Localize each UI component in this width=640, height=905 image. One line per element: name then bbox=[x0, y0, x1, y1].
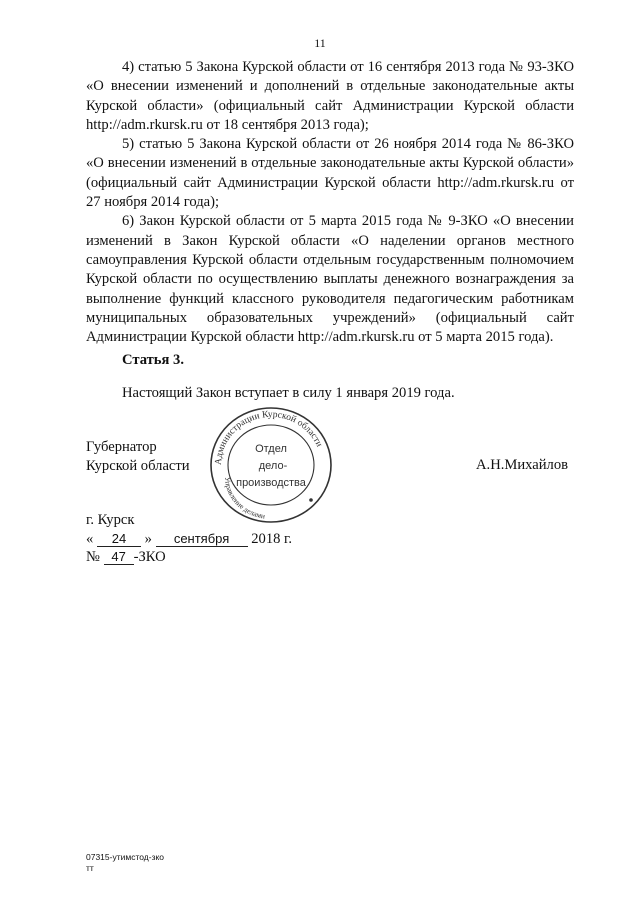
date-year: 2018 г. bbox=[251, 530, 293, 547]
date-month: сентября bbox=[156, 532, 248, 547]
signer-name: А.Н.Михайлов bbox=[476, 457, 569, 473]
number-prefix: № bbox=[86, 549, 100, 565]
paragraph-item-5: 5) статью 5 Закона Курской области от 26 ноября 2014 года № 86-ЗКО «О внесении изменений в отдельные законодательные акты Курской области» (официальный сайт Администрации Курской области http://adm.rkursk.ru от 27 ноября 2014 года); bbox=[86, 136, 574, 211]
seal-ring-text: Администрации Курской области bbox=[213, 409, 324, 466]
seal-center-line-2: дело- bbox=[258, 460, 288, 472]
law-number bbox=[86, 548, 292, 567]
signer-title-line-2: Курской области bbox=[86, 457, 190, 474]
number-suffix: -ЗКО bbox=[133, 549, 166, 565]
paragraph-item-6: 6) Закон Курской области от 5 марта 2015 года № 9-ЗКО «О внесении изменений в Закон Курской области «О наделении органов местного самоуправления Курской области отдельным государственным полномочием Курской области по осуществлению выплаты денежного вознаграждения за выполнение функций классного руководителя педагогическим работникам муниципальных образовательных учреждений» (официальный сайт Администрации Курской области http://adm.rkursk.ru от 5 марта 2015 года). bbox=[86, 213, 574, 346]
document-code bbox=[86, 852, 164, 874]
date-open-quote: « bbox=[86, 530, 94, 547]
enactment-text: Настоящий Закон вступает в силу 1 января 2019 года. bbox=[122, 385, 455, 401]
place-and-date bbox=[86, 511, 292, 567]
paragraph-item-4: 4) статью 5 Закона Курской области от 16 сентября 2013 года № 93-ЗКО «О внесении изменений и дополнений в отдельные законодательные акты Курской области» (официальный сайт Администрации Курской области http://adm.rkursk.ru от 18 сентября 2013 года); bbox=[86, 59, 574, 133]
document-code-line-2: тт bbox=[86, 863, 94, 873]
official-seal-stamp bbox=[205, 403, 335, 523]
number-value: 47 bbox=[104, 550, 134, 565]
date-day: 24 bbox=[97, 532, 141, 547]
article-heading: Статья 3. bbox=[122, 352, 184, 368]
signer-title bbox=[86, 438, 190, 475]
seal-center-line-3: производства bbox=[236, 477, 306, 489]
seal-lower-ring-text: Управление делами bbox=[222, 476, 266, 521]
seal-center-line-1: Отдел bbox=[255, 443, 287, 455]
signing-date bbox=[86, 530, 292, 549]
seal-dot-icon bbox=[309, 498, 313, 502]
date-close-quote: » bbox=[144, 530, 152, 547]
law-body bbox=[86, 58, 574, 347]
signer-title-line-1: Губернатор bbox=[86, 439, 157, 455]
city: г. Курск bbox=[86, 512, 135, 528]
page-number: 11 bbox=[314, 36, 326, 50]
document-code-line-1: 07315-утимстод-зко bbox=[86, 852, 165, 862]
